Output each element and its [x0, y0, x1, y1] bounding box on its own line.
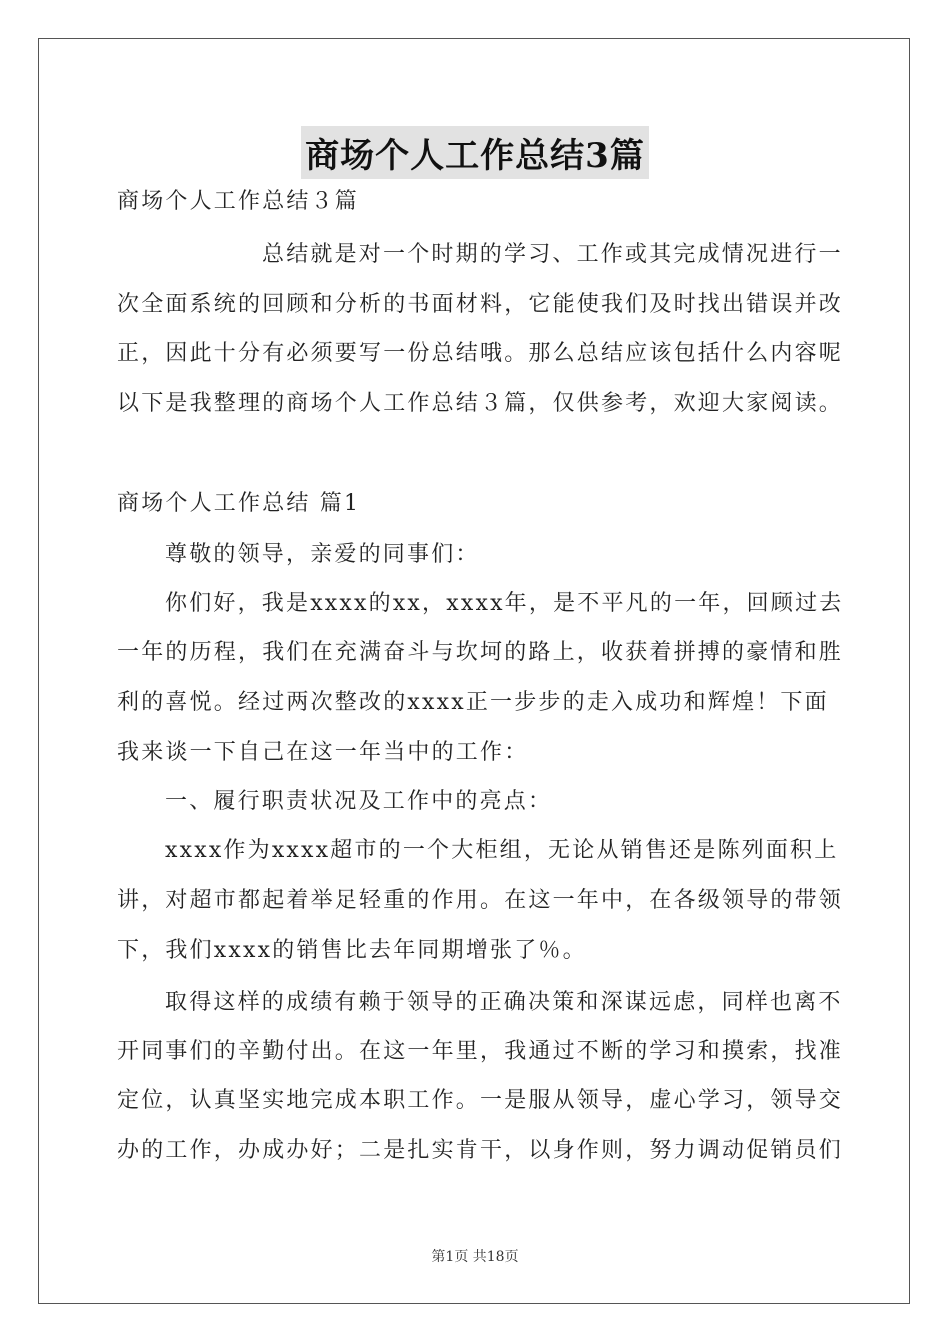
subtitle-line: 商场个人工作总结３篇 [117, 189, 360, 214]
paragraph-line: 你们好，我是xxxx的xx，xxxx年，是不平凡的一年，回顾过去 [165, 591, 844, 616]
paragraph-line: 开同事们的辛勤付出。在这一年里，我通过不断的学习和摸索，找准 [117, 1039, 844, 1064]
page-footer: 第1页 共18页 [431, 1249, 519, 1265]
paragraph-line: 利的喜悦。经过两次整改的xxxx正一步步的走入成功和辉煌！下面 [117, 690, 829, 715]
page-border [38, 38, 910, 1304]
paragraph-line: 我来谈一下自己在这一年当中的工作： [117, 740, 529, 765]
paragraph-line: 一年的历程，我们在充满奋斗与坎坷的路上，收获着拼搏的豪情和胜 [117, 640, 844, 665]
paragraph-line: 讲，对超市都起着举足轻重的作用。在这一年中，在各级领导的带领 [117, 888, 844, 913]
paragraph-line: 一、履行职责状况及工作中的亮点： [165, 789, 553, 814]
paragraph-line: 尊敬的领导，亲爱的同事们： [165, 542, 480, 567]
document-title: 商场个人工作总结3篇 [301, 126, 649, 179]
section-heading: 商场个人工作总结 篇1 [117, 491, 361, 516]
paragraph-line: 定位，认真坚实地完成本职工作。一是服从领导，虚心学习，领导交 [117, 1088, 844, 1113]
paragraph-line: 次全面系统的回顾和分析的书面材料，它能使我们及时找出错误并改 [117, 292, 844, 317]
document-title-wrap [0, 126, 950, 179]
paragraph-line: 取得这样的成绩有赖于领导的正确决策和深谋远虑，同样也离不 [165, 990, 843, 1015]
paragraph-line: 正，因此十分有必须要写一份总结哦。那么总结应该包括什么内容呢 [117, 341, 844, 366]
paragraph-line: 办的工作，办成办好；二是扎实肯干，以身作则，努力调动促销员们 [117, 1138, 844, 1163]
paragraph-line: xxxx作为xxxx超市的一个大柜组，无论从销售还是陈列面积上 [165, 838, 839, 863]
paragraph-line: 以下是我整理的商场个人工作总结３篇，仅供参考，欢迎大家阅读。 [117, 391, 844, 416]
paragraph-line: 总结就是对一个时期的学习、工作或其完成情况进行一 [262, 242, 843, 267]
paragraph-line: 下，我们xxxx的销售比去年同期增张了％。 [117, 938, 587, 963]
